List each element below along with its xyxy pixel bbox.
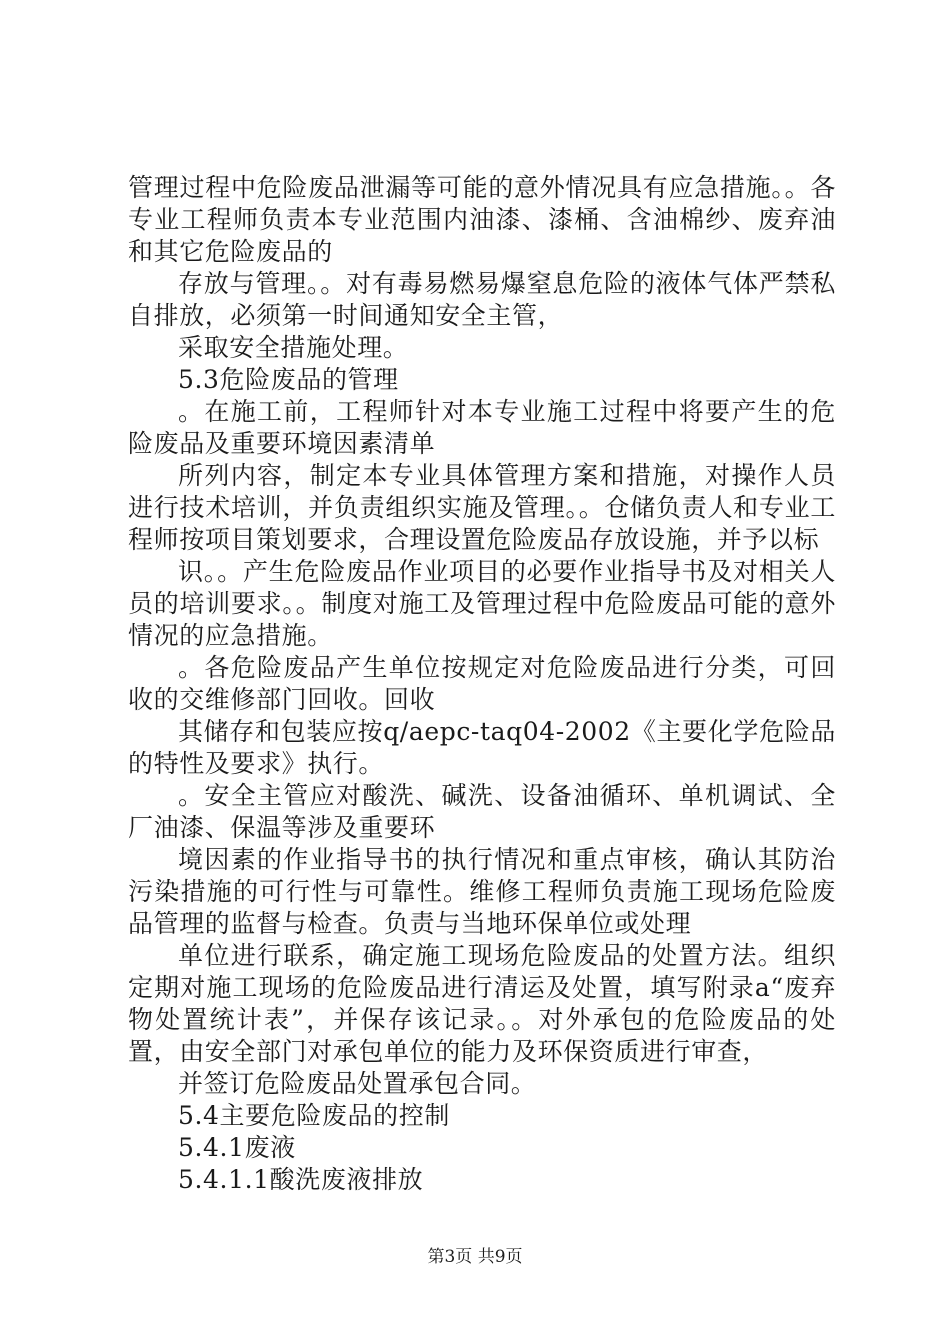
paragraph: 5.4主要危险废品的控制 [178,1101,450,1130]
paragraph: 采取安全措施处理。 [178,333,409,362]
paragraph: 管理过程中危险废品泄漏等可能的意外情况具有应急措施。。各专业工程师负责本专业范围内油漆、漆桶、含油棉纱、废弃油和其它危险废品的 [128,173,836,266]
paragraph: 5.4.1废液 [178,1133,296,1162]
paragraph: 并签订危险废品处置承包合同。 [178,1069,537,1098]
paragraph: 5.3危险废品的管理 [178,365,399,394]
paragraph: 。安全主管应对酸洗、碱洗、设备油循环、单机调试、全厂油漆、保温等涉及重要环 [128,781,836,842]
paragraph: 识。。产生危险废品作业项目的必要作业指导书及对相关人员的培训要求。。制度对施工及管理过程中危险废品可能的意外情况的应急措施。 [128,557,836,650]
page-footer: 第3页 共9页 [427,1247,523,1267]
paragraph: 其储存和包装应按q/aepc-taq04-2002《主要化学危险品的特性及要求》执行。 [128,717,836,778]
paragraph: 存放与管理。。对有毒易燃易爆窒息危险的液体气体严禁私自排放，必须第一时间通知安全主管， [128,269,836,330]
paragraph: 。各危险废品产生单位按规定对危险废品进行分类，可回收的交维修部门回收。回收 [128,653,836,714]
paragraph: 境因素的作业指导书的执行情况和重点审核，确认其防治污染措施的可行性与可靠性。维修工程师负责施工现场危险废品管理的监督与检查。负责与当地环保单位或处理 [128,845,836,938]
paragraph: 单位进行联系，确定施工现场危险废品的处置方法。组织定期对施工现场的危险废品进行清运及处置，填写附录a“废弃物处置统计表”，并保存该记录。。对外承包的危险废品的处置，由安全部门对承包单位的能力及环保资质进行审查， [128,941,836,1066]
document-body [128,172,836,1196]
paragraph: 5.4.1.1酸洗废液排放 [178,1165,424,1194]
paragraph: 所列内容，制定本专业具体管理方案和措施，对操作人员进行技术培训，并负责组织实施及管理。。仓储负责人和专业工程师按项目策划要求，合理设置危险废品存放设施，并予以标 [128,461,836,554]
paragraph: 。在施工前，工程师针对本专业施工过程中将要产生的危险废品及重要环境因素清单 [128,397,836,458]
